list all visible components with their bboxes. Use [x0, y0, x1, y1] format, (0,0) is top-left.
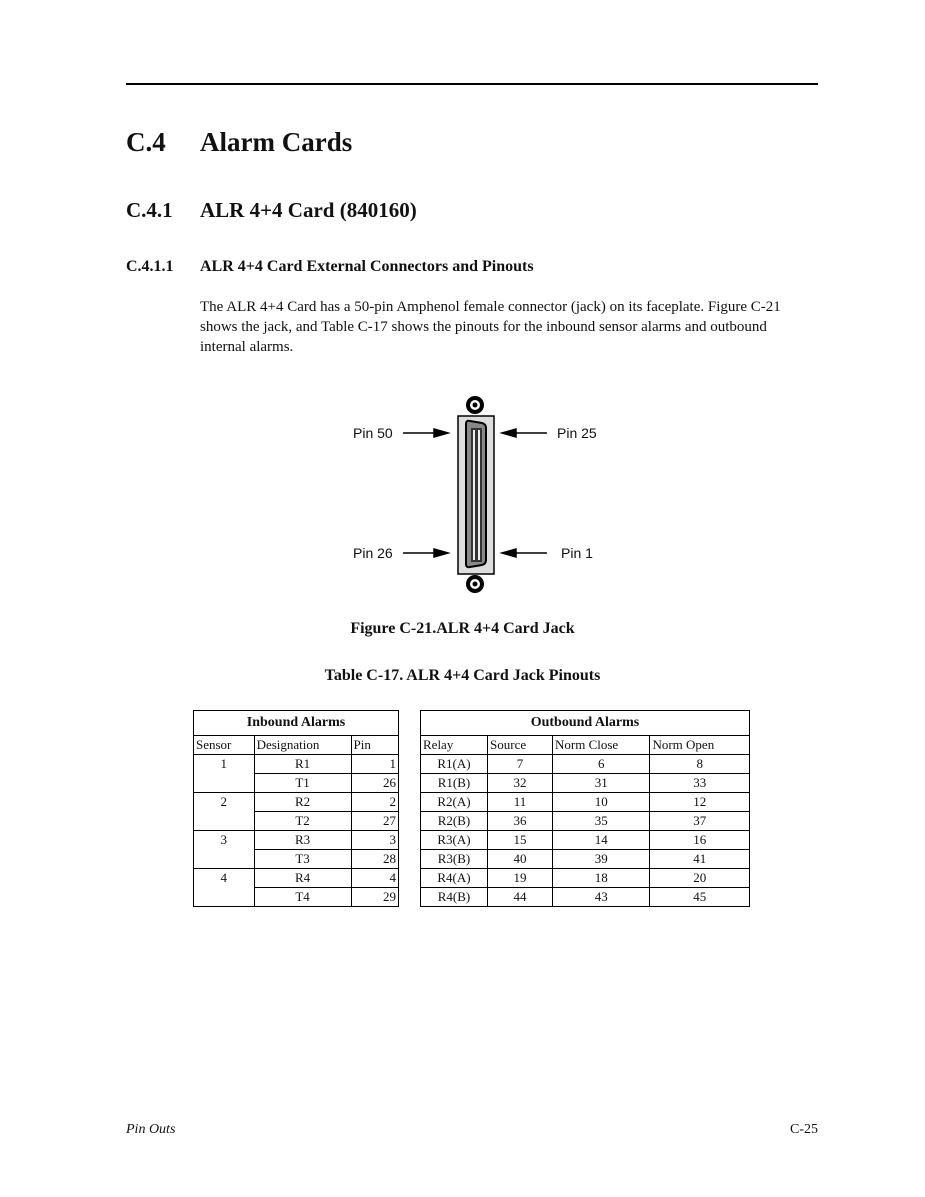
designation-cell: R2 [254, 793, 351, 812]
norm-open-cell: 33 [650, 774, 750, 793]
norm-open-cell: 45 [650, 888, 750, 907]
designation-cell: R4 [254, 869, 351, 888]
sensor-cell: 3 [194, 831, 255, 869]
table-row [421, 793, 750, 812]
sensor-cell: 4 [194, 869, 255, 907]
relay-cell: R4(B) [421, 888, 488, 907]
pin-row-right [478, 430, 480, 560]
designation-cell: T2 [254, 812, 351, 831]
relay-cell: R2(B) [421, 812, 488, 831]
norm-open-cell: 12 [650, 793, 750, 812]
relay-cell: R3(B) [421, 850, 488, 869]
table-caption: Table C-17. ALR 4+4 Card Jack Pinouts [324, 667, 601, 684]
pin26-label: Pin 26 [353, 545, 393, 561]
bottom-screw [466, 575, 484, 593]
outbound-title: Outbound Alarms [421, 711, 750, 736]
norm-close-cell: 10 [553, 793, 650, 812]
subsubsection-number: C.4.1.1 [126, 258, 174, 275]
pin26-arrow [403, 549, 448, 557]
pin1-label: Pin 1 [561, 545, 593, 561]
source-cell: 40 [488, 850, 553, 869]
pin-cell: 3 [351, 831, 398, 850]
pin-cell: 29 [351, 888, 398, 907]
inbound-alarms-table [193, 710, 399, 907]
designation-cell: R1 [254, 755, 351, 774]
designation-cell: R3 [254, 831, 351, 850]
outbound-header-source: Source [488, 736, 553, 755]
norm-close-cell: 39 [553, 850, 650, 869]
outbound-alarms-table [420, 710, 750, 907]
source-cell: 32 [488, 774, 553, 793]
inbound-title: Inbound Alarms [194, 711, 399, 736]
source-cell: 7 [488, 755, 553, 774]
table-row [194, 755, 399, 774]
designation-cell: T3 [254, 850, 351, 869]
pin-row-left [473, 430, 475, 560]
norm-open-cell: 8 [650, 755, 750, 774]
inbound-header-pin: Pin [351, 736, 398, 755]
outbound-header-relay: Relay [421, 736, 488, 755]
pin25-arrow [502, 429, 547, 437]
norm-open-cell: 41 [650, 850, 750, 869]
sensor-cell: 1 [194, 755, 255, 793]
source-cell: 11 [488, 793, 553, 812]
designation-cell: T1 [254, 774, 351, 793]
relay-cell: R4(A) [421, 869, 488, 888]
relay-cell: R2(A) [421, 793, 488, 812]
pin1-arrow [502, 549, 547, 557]
source-cell: 44 [488, 888, 553, 907]
subsubsection-heading [126, 258, 534, 276]
relay-cell: R1(A) [421, 755, 488, 774]
relay-cell: R1(B) [421, 774, 488, 793]
table-row [421, 812, 750, 831]
table-row [421, 869, 750, 888]
outbound-header-norm-close: Norm Close [553, 736, 650, 755]
norm-close-cell: 6 [553, 755, 650, 774]
norm-close-cell: 18 [553, 869, 650, 888]
subsubsection-title: ALR 4+4 Card External Connectors and Pinouts [200, 258, 534, 275]
designation-cell: T4 [254, 888, 351, 907]
inbound-header-sensor: Sensor [194, 736, 255, 755]
table-row [421, 888, 750, 907]
pin-cell: 4 [351, 869, 398, 888]
pin-cell: 26 [351, 774, 398, 793]
outbound-header-norm-open: Norm Open [650, 736, 750, 755]
norm-close-cell: 35 [553, 812, 650, 831]
pin-cell: 27 [351, 812, 398, 831]
inbound-header-designation: Designation [254, 736, 351, 755]
table-row [421, 755, 750, 774]
pin25-label: Pin 25 [557, 425, 597, 441]
sensor-cell: 2 [194, 793, 255, 831]
norm-close-cell: 43 [553, 888, 650, 907]
subsection-title: ALR 4+4 Card (840160) [200, 198, 417, 222]
subsection-heading [126, 198, 417, 223]
norm-close-cell: 14 [553, 831, 650, 850]
pin-cell: 28 [351, 850, 398, 869]
norm-close-cell: 31 [553, 774, 650, 793]
norm-open-cell: 37 [650, 812, 750, 831]
pin-cell: 1 [351, 755, 398, 774]
pin50-arrow [403, 429, 448, 437]
connector-figure [340, 392, 620, 607]
page-number: C-25 [790, 1122, 818, 1137]
body-paragraph: The ALR 4+4 Card has a 50-pin Amphenol female connector (jack) on its faceplate. Figure C-21 shows the jack, and Table C-17 shows the pinouts for the inbound sensor alarms and outbound internal alarms. [200, 299, 781, 355]
connector-jack-drawing [340, 392, 620, 607]
table-row [421, 831, 750, 850]
table-row [194, 831, 399, 850]
table-row [421, 774, 750, 793]
pin50-label: Pin 50 [353, 425, 393, 441]
figure-caption: Figure C-21.ALR 4+4 Card Jack [350, 620, 575, 637]
source-cell: 19 [488, 869, 553, 888]
footer-section-label: Pin Outs [126, 1122, 176, 1137]
header-rule [126, 83, 818, 85]
subsection-number: C.4.1 [126, 198, 173, 222]
table-row [194, 793, 399, 812]
norm-open-cell: 20 [650, 869, 750, 888]
table-row [194, 869, 399, 888]
section-number: C.4 [126, 127, 166, 157]
source-cell: 36 [488, 812, 553, 831]
section-title: Alarm Cards [200, 127, 353, 157]
norm-open-cell: 16 [650, 831, 750, 850]
relay-cell: R3(A) [421, 831, 488, 850]
section-heading [126, 127, 352, 158]
source-cell: 15 [488, 831, 553, 850]
pin-cell: 2 [351, 793, 398, 812]
table-row [421, 850, 750, 869]
top-screw [466, 396, 484, 414]
